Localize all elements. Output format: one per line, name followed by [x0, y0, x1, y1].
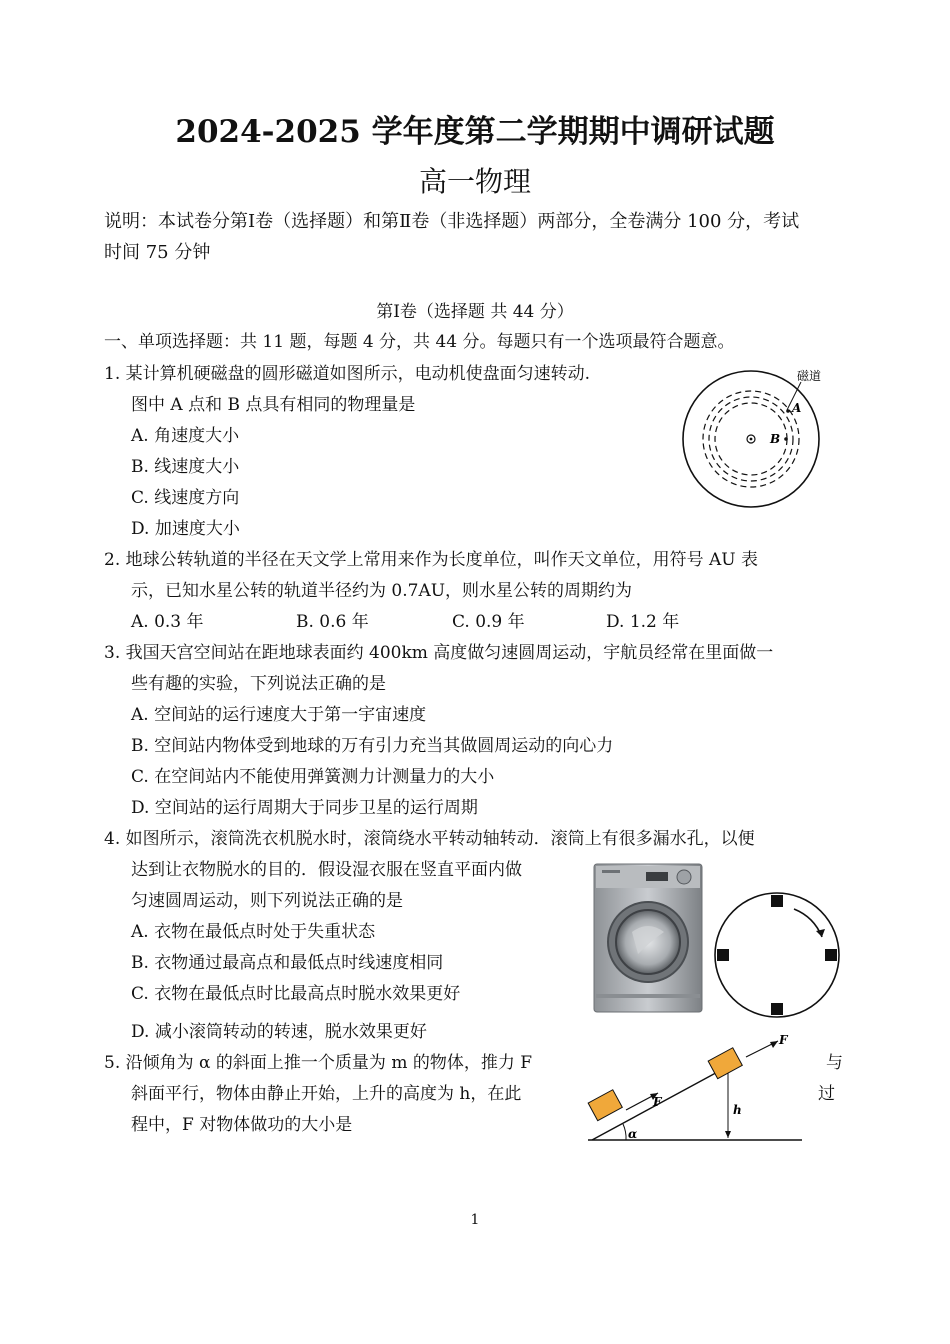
page-number: 1 — [470, 1212, 480, 1228]
q3-line-2: 些有趣的实验，下列说法正确的是 — [131, 674, 386, 694]
q1-line-2: 图中 A 点和 B 点具有相同的物理量是 — [131, 395, 416, 415]
q4-line-1: 4. 如图所示，滚筒洗衣机脱水时，滚筒绕水平转动轴转动．滚筒上有很多漏水孔，以便 — [104, 829, 755, 849]
q5-line-2: 斜面平行，物体由静止开始，上升的高度为 h，在此 — [131, 1084, 522, 1104]
q4-option-c: C. 衣物在最低点时比最高点时脱水效果更好 — [131, 984, 461, 1004]
section-heading: 第Ⅰ卷（选择题 共 44 分） — [376, 302, 574, 322]
point-b — [784, 437, 788, 441]
q2-line-1: 2. 地球公转轨道的半径在天文学上常用来作为长度单位，叫作天文单位，用符号 AU 表 — [104, 550, 759, 570]
label-a: A — [792, 401, 802, 415]
q4-option-b: B. 衣物通过最高点和最低点时线速度相同 — [131, 953, 444, 973]
clothes-right — [825, 949, 837, 961]
q1-line-1: 1. 某计算机硬磁盘的圆形磁道如图所示，电动机使盘面匀速转动. — [104, 364, 591, 384]
height-label: h — [733, 1103, 742, 1117]
q5-line-1: 5. 沿倾角为 α 的斜面上推一个质量为 m 的物体，推力 F — [104, 1053, 533, 1073]
q3-option-c: C. 在空间站内不能使用弹簧测力计测量力的大小 — [131, 767, 495, 787]
clothes-left — [717, 949, 729, 961]
q5-line-3: 程中，F 对物体做功的大小是 — [131, 1115, 353, 1135]
q3-line-1: 3. 我国天宫空间站在距地球表面约 400km 高度做匀速圆周运动，宇航员经常在里面做一 — [104, 643, 774, 663]
point-a — [786, 409, 790, 413]
q4-option-d: D. 减小滚筒转动的转速，脱水效果更好 — [131, 1022, 427, 1042]
q1-option-d: D. 加速度大小 — [131, 519, 240, 539]
q4-option-a: A. 衣物在最低点时处于失重状态 — [131, 922, 376, 942]
q2-option-d: D. 1.2 年 — [606, 612, 680, 632]
q1-option-b: B. 线速度大小 — [131, 457, 240, 477]
instructions-line-2: 时间 75 分钟 — [104, 242, 211, 263]
q2-option-b: B. 0.6 年 — [296, 612, 369, 632]
clothes-bottom — [771, 1003, 783, 1015]
q2-line-2: 示，已知水星公转的轨道半径约为 0.7AU，则水星公转的周期约为 — [131, 581, 633, 601]
exam-subject: 高一物理 — [418, 165, 531, 198]
instructions-line-1: 说明：本试卷分第Ⅰ卷（选择题）和第Ⅱ卷（非选择题）两部分，全卷满分 100 分，考试 — [104, 211, 800, 232]
q2-option-a: A. 0.3 年 — [131, 612, 204, 632]
q3-option-d: D. 空间站的运行周期大于同步卫星的运行周期 — [131, 798, 478, 818]
track-label: 磁道 — [797, 369, 822, 383]
force-label-lower: F — [653, 1095, 662, 1109]
clothes-top — [771, 895, 783, 907]
q3-option-b: B. 空间站内物体受到地球的万有引力充当其做圆周运动的向心力 — [131, 736, 614, 756]
part-title: 一、单项选择题：共 11 题，每题 4 分，共 44 分。每题只有一个选项最符合题意。 — [104, 332, 735, 352]
q4-line-3: 匀速圆周运动，则下列说法正确的是 — [131, 891, 403, 911]
angle-label: α — [628, 1127, 638, 1141]
label-b: B — [770, 432, 781, 446]
exam-title: 2024-2025 学年度第二学期期中调研试题 — [175, 114, 775, 150]
q1-option-c: C. 线速度方向 — [131, 488, 240, 508]
q4-line-2: 达到让衣物脱水的目的．假设湿衣服在竖直平面内做 — [131, 860, 522, 880]
q5-tail-2: 过 — [818, 1084, 835, 1104]
q2-option-c: C. 0.9 年 — [452, 612, 525, 632]
q1-option-a: A. 角速度大小 — [131, 426, 240, 446]
hard-disk-figure — [675, 362, 835, 510]
q3-option-a: A. 空间站的运行速度大于第一宇宙速度 — [131, 705, 427, 725]
drum-outline — [715, 893, 839, 1017]
force-label-upper: F — [779, 1034, 788, 1047]
washing-machine-image — [592, 862, 704, 1014]
incline-figure — [586, 1034, 806, 1144]
q5-tail-1: 与 — [826, 1053, 843, 1073]
drum-diagram — [710, 887, 844, 1023]
